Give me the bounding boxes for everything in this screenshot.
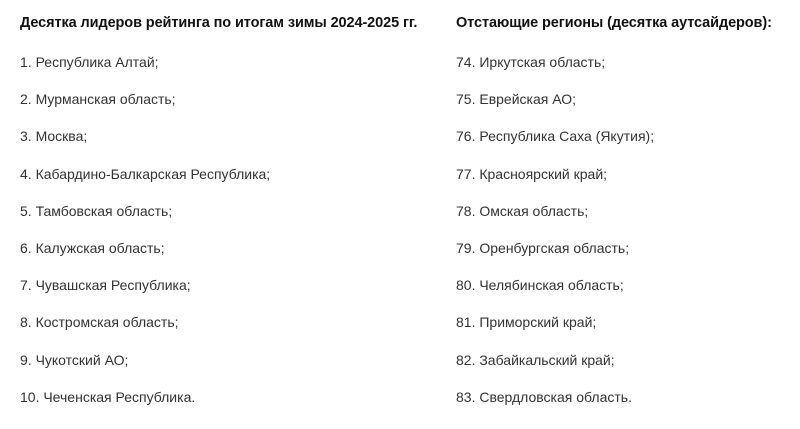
list-item: 81. Приморский край; bbox=[456, 314, 597, 331]
list-item: 2. Мурманская область; bbox=[20, 91, 176, 108]
list-item: 3. Москва; bbox=[20, 128, 88, 145]
list-item: 7. Чувашская Республика; bbox=[20, 277, 191, 294]
list-item: 8. Костромская область; bbox=[20, 314, 179, 331]
list-item: 80. Челябинская область; bbox=[456, 277, 624, 294]
list-item: 82. Забайкальский край; bbox=[456, 351, 615, 368]
list-item: 77. Красноярский край; bbox=[456, 165, 608, 182]
list-item: 78. Омская область; bbox=[456, 202, 589, 219]
leaders-list bbox=[20, 52, 270, 424]
outsiders-heading: Отстающие регионы (десятка аутсайдеров): bbox=[456, 15, 772, 31]
list-item: 75. Еврейская АО; bbox=[456, 91, 577, 108]
list-item: 74. Иркутская область; bbox=[456, 54, 606, 70]
list-item: 10. Чеченская Республика. bbox=[20, 388, 196, 405]
list-item: 1. Республика Алтай; bbox=[20, 54, 159, 70]
list-item: 5. Тамбовская область; bbox=[20, 202, 173, 219]
list-item: 83. Свердловская область. bbox=[456, 388, 632, 405]
outsiders-list bbox=[456, 52, 654, 424]
list-item: 76. Республика Саха (Якутия); bbox=[456, 128, 655, 145]
leaders-heading: Десятка лидеров рейтинга по итогам зимы 2024-2025 гг. bbox=[20, 15, 418, 31]
list-item: 79. Оренбургская область; bbox=[456, 239, 630, 256]
list-item: 6. Калужская область; bbox=[20, 239, 165, 256]
list-item: 9. Чукотский АО; bbox=[20, 351, 129, 368]
list-item: 4. Кабардино-Балкарская Республика; bbox=[20, 165, 271, 182]
